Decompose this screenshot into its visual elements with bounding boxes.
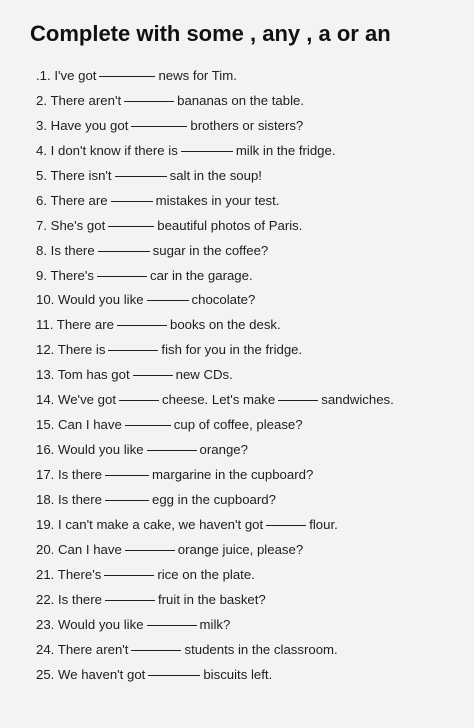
item-text-after: orange juice, please?	[177, 541, 304, 557]
item-text-before: There is	[57, 342, 106, 358]
item-text-before: There isn't	[50, 167, 112, 183]
item-text-after: fish for you in the fridge.	[161, 342, 303, 358]
exercise-item-21	[36, 563, 466, 588]
exercise-item-13	[36, 363, 466, 388]
item-text-before: We've got	[58, 392, 117, 408]
exercise-item-22	[36, 588, 466, 613]
answer-blank[interactable]	[147, 300, 189, 301]
item-number: 14.	[36, 392, 55, 408]
item-text-after: orange?	[199, 442, 248, 458]
exercise-item-11	[36, 313, 466, 338]
item-number: 17.	[36, 467, 55, 482]
item-text-before: Is there	[58, 591, 102, 607]
item-number: 15.	[36, 417, 55, 433]
item-text-after: students in the classroom.	[184, 641, 338, 657]
item-number: 4.	[36, 142, 47, 158]
item-text-before: I've got	[54, 68, 97, 83]
exercise-item-7	[36, 214, 466, 239]
item-text-before: She's got	[50, 217, 106, 233]
item-number: .1.	[36, 68, 51, 83]
exercise-item-15	[36, 413, 466, 438]
item-text-before: There aren't	[57, 641, 129, 657]
item-text-after: sugar in the coffee?	[152, 242, 269, 258]
item-number: 25.	[36, 666, 55, 682]
item-number: 3.	[36, 117, 47, 133]
answer-blank[interactable]	[105, 475, 149, 476]
item-text-before: There are	[50, 192, 108, 208]
exercise-item-12	[36, 338, 466, 363]
item-text-before: Have you got	[50, 117, 129, 133]
answer-blank[interactable]	[108, 350, 158, 351]
answer-blank[interactable]	[131, 126, 187, 127]
answer-blank[interactable]	[266, 525, 306, 526]
exercise-item-5	[36, 164, 466, 189]
item-text-after: biscuits left.	[203, 666, 273, 682]
item-text-after: car in the garage.	[150, 267, 253, 283]
answer-blank[interactable]	[131, 650, 181, 651]
item-text-after: mistakes in your test.	[155, 192, 280, 208]
exercise-item-1	[36, 64, 466, 89]
item-text-before: Can I have	[58, 541, 122, 557]
answer-blank[interactable]	[181, 151, 233, 152]
answer-blank[interactable]	[124, 101, 174, 102]
item-number: 11.	[36, 317, 54, 333]
item-text-after: brothers or sisters?	[190, 117, 304, 133]
item-text-after: sandwiches.	[321, 392, 394, 408]
item-text-before: Would you like	[58, 616, 144, 632]
item-number: 18.	[36, 491, 55, 507]
item-number: 8.	[36, 242, 47, 258]
worksheet-title: Complete with some , any , a or an	[30, 21, 391, 46]
answer-blank[interactable]	[147, 450, 197, 451]
item-text-before: I don't know if there is	[50, 142, 178, 158]
exercise-item-18	[36, 488, 466, 513]
item-text-after: fruit in the basket?	[158, 591, 266, 607]
item-text-before: There's	[57, 566, 102, 582]
answer-blank[interactable]	[104, 575, 154, 576]
answer-blank[interactable]	[125, 425, 171, 426]
item-text-before: Tom has got	[57, 367, 130, 383]
exercise-list	[36, 64, 466, 687]
item-text-before: Is there	[50, 242, 95, 258]
item-text-after: new CDs.	[175, 367, 233, 383]
item-text-after: beautiful photos of Paris.	[157, 217, 303, 233]
exercise-item-8	[36, 239, 466, 264]
item-number: 24.	[36, 641, 55, 657]
item-number: 12.	[36, 342, 55, 358]
answer-blank[interactable]	[105, 600, 155, 601]
item-number: 9.	[36, 267, 47, 283]
item-text-before: There's	[50, 267, 94, 283]
exercise-item-19	[36, 513, 466, 538]
exercise-item-25	[36, 663, 466, 688]
exercise-item-20	[36, 538, 466, 563]
item-number: 22.	[36, 591, 55, 607]
answer-blank[interactable]	[97, 276, 147, 277]
item-text-after: cup of coffee, please?	[173, 417, 303, 433]
item-text-after: bananas on the table.	[177, 92, 304, 108]
item-text-after: books on the desk.	[169, 317, 281, 333]
answer-blank[interactable]	[105, 500, 149, 501]
answer-blank[interactable]	[125, 550, 175, 551]
answer-blank[interactable]	[117, 325, 167, 326]
item-text-after: milk in the fridge.	[235, 142, 336, 158]
answer-blank[interactable]	[99, 76, 155, 77]
answer-blank[interactable]	[148, 675, 200, 676]
exercise-item-4	[36, 139, 466, 164]
item-text-after: margarine in the cupboard?	[152, 467, 314, 482]
exercise-item-9	[36, 264, 466, 289]
exercise-item-14	[36, 388, 466, 413]
exercise-item-16	[36, 438, 466, 463]
item-text-after: flour.	[309, 516, 338, 532]
item-text-after: egg in the cupboard?	[152, 491, 276, 507]
exercise-item-10	[36, 288, 466, 313]
item-number: 20.	[36, 541, 55, 557]
answer-blank[interactable]	[133, 375, 173, 376]
item-text-before: There aren't	[50, 92, 122, 108]
answer-blank[interactable]	[147, 625, 197, 626]
answer-blank[interactable]	[98, 251, 150, 252]
exercise-item-3	[36, 114, 466, 139]
answer-blank[interactable]	[115, 176, 167, 177]
item-text-before: Can I have	[58, 417, 122, 433]
item-text-before: Would you like	[58, 292, 144, 308]
item-text-before: There are	[56, 317, 114, 333]
item-text-before: Is there	[58, 467, 102, 482]
item-text-after: rice on the plate.	[157, 566, 255, 582]
item-number: 19.	[36, 516, 55, 532]
item-number: 21.	[36, 566, 55, 582]
exercise-item-24	[36, 638, 466, 663]
item-number: 10.	[36, 292, 55, 308]
item-text-after: salt in the soup!	[169, 167, 262, 183]
item-text-before: We haven't got	[58, 666, 146, 682]
item-number: 7.	[36, 217, 47, 233]
answer-blank[interactable]	[108, 226, 154, 227]
item-number: 2.	[36, 92, 47, 108]
exercise-item-6	[36, 189, 466, 214]
exercise-item-2	[36, 89, 466, 114]
item-text-before: Is there	[58, 491, 102, 507]
item-number: 5.	[36, 167, 47, 183]
answer-blank[interactable]	[119, 400, 159, 401]
answer-blank[interactable]	[111, 201, 153, 202]
item-text-after: news for Tim.	[158, 68, 237, 83]
item-number: 23.	[36, 616, 55, 632]
exercise-item-23	[36, 613, 466, 638]
answer-blank[interactable]	[278, 400, 318, 401]
item-number: 16.	[36, 442, 55, 458]
item-text-after: chocolate?	[191, 292, 256, 308]
item-text-before: Would you like	[58, 442, 144, 458]
item-number: 6.	[36, 192, 47, 208]
item-number: 13.	[36, 367, 55, 383]
item-text-middle: cheese. Let's make	[162, 392, 276, 408]
item-text-before: I can't make a cake, we haven't got	[58, 516, 264, 532]
exercise-item-17	[36, 463, 466, 488]
item-text-after: milk?	[199, 616, 231, 632]
